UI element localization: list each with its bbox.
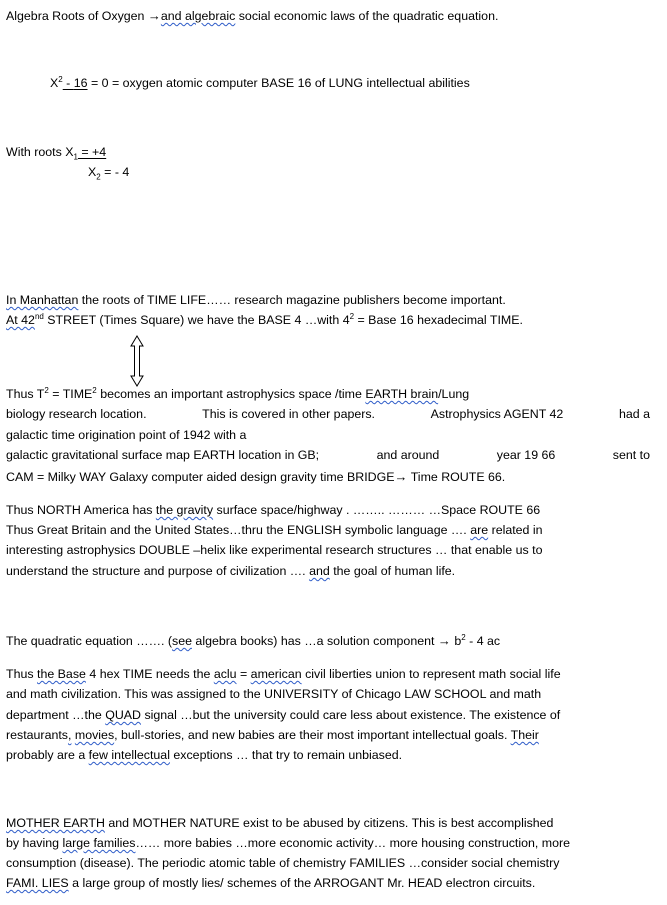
text-line: by having large families…… more babies …more economic activity… more housing construction, more bbox=[6, 836, 571, 850]
thus-line: Thus $T^2$ = $TIME^2$ becomes an important astrophysics space /time EARTH brain/Lung bbox=[6, 385, 470, 401]
quadratic-line: The quadratic equation ……. (see algebra books) has …a solution component → $b^2 - 4$ ac bbox=[6, 632, 501, 648]
text-line: restaurants, movies, bull-stories, and new babies are their most important intellectual goals. Their bbox=[6, 728, 539, 742]
text-line: understand the structure and purpose of civilization …. and the goal of human life. bbox=[6, 564, 456, 578]
equation-line: $X^2 - 16 = 0$ = oxygen atomic computer BASE 16 of LUNG intellectual abilities bbox=[50, 74, 470, 90]
text-line: galactic time origination point of 1942 with a bbox=[6, 428, 247, 442]
text-line: FAMI. LIES a large group of mostly lies/ schemes of the ARROGANT Mr. HEAD electron circuits. bbox=[6, 876, 536, 890]
base4-line: Thus the Base 4 hex TIME needs the aclu = american civil liberties union to represent math social life bbox=[6, 667, 561, 681]
right-arrow-icon: → bbox=[394, 469, 408, 484]
street-line: At 42nd STREET (Times Square) we have the BASE 4 …with $4^2$ = Base 16 hexadecimal TIME. bbox=[6, 311, 523, 327]
manhattan-line: In Manhattan the roots of TIME LIFE…… research magazine publishers become important. bbox=[6, 293, 506, 307]
great-britain-line: Thus Great Britain and the United States…thru the ENGLISH symbolic language …. are related in bbox=[6, 523, 543, 537]
text-line: department …the QUAD signal …but the university could care less about existence. The existence of bbox=[6, 708, 561, 722]
text-line: interesting astrophysics DOUBLE –helix like experimental research structures … that enable us to bbox=[6, 543, 543, 557]
cam-line: CAM = Milky WAY Galaxy computer aided design gravity time BRIDGE→ Time ROUTE 66. bbox=[6, 469, 506, 484]
text-line: biology research location. This is covered in other papers. Astrophysics AGENT 42 had a bbox=[6, 407, 650, 421]
text-line: galactic gravitational surface map EARTH location in GB; and around year 19 66 sent to bbox=[6, 448, 650, 462]
text-line: probably are a few intellectual exceptions … that try to remain unbiased. bbox=[6, 748, 403, 762]
roots-line-2: $X_2$ = - 4 bbox=[88, 165, 130, 182]
vertical-double-arrow-icon bbox=[130, 335, 144, 387]
text-line: and math civilization. This was assigned to the UNIVERSITY of Chicago LAW SCHOOL and math bbox=[6, 687, 542, 701]
right-arrow-icon: → bbox=[437, 633, 451, 648]
mother-earth-line: MOTHER EARTH and MOTHER NATURE exist to be abused by citizens. This is best accomplished bbox=[6, 816, 554, 830]
roots-line-1: With roots $X_1 = +4$ bbox=[6, 145, 107, 162]
title-line: Algebra Roots of Oxygen →and algebraic social economic laws of the quadratic equation. bbox=[6, 8, 499, 23]
text-line: consumption (disease). The periodic atomic table of chemistry FAMILIES …consider social chemistry bbox=[6, 856, 560, 870]
north-america-line: Thus NORTH America has the gravity surface space/highway . …….. ……… …Space ROUTE 66 bbox=[6, 503, 541, 517]
right-arrow-icon: → bbox=[147, 8, 161, 23]
